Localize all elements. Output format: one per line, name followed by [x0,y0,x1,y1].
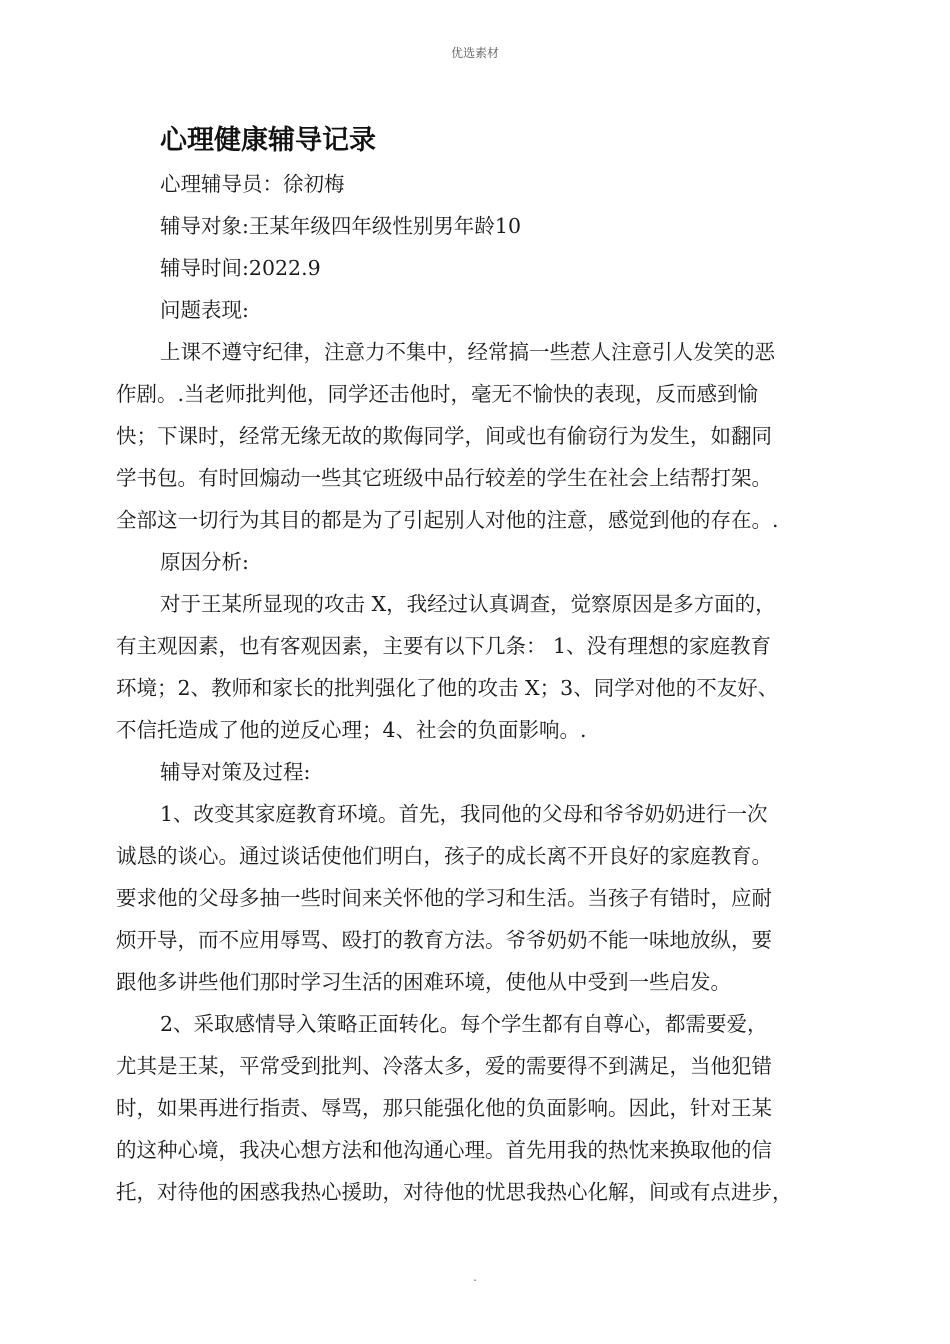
page-footer: . [473,1270,477,1284]
cause-line: 对于王某所显现的攻击 X，我经过认真调查，觉察原因是多方面的， [160,592,776,616]
problem-heading: 问题表现: [160,298,249,322]
strategy2-line: 尤其是王某，平常受到批判、冷落太多，爱的需要得不到满足，当他犯错 [116,1054,772,1078]
strategy2-line: 的这种心境，我决心想方法和他沟通心理。首先用我的热忱来换取他的信 [116,1138,772,1162]
problem-line: 快；下课时，经常无缘无故的欺侮同学，间或也有偷窃行为发生，如翻同 [116,424,772,448]
strategy1-line: 诚恳的谈心。通过谈话使他们明白，孩子的成长离不开良好的家庭教育。 [116,844,772,868]
strategy1-line: 烦开导，而不应用辱骂、殴打的教育方法。爷爷奶奶不能一味地放纵，要 [116,928,772,952]
strategy-heading: 辅导对策及过程: [160,760,311,784]
cause-line: 环境；2、教师和家长的批判强化了他的攻击 X；3、同学对他的不友好、 [116,676,779,700]
strategy1-line: 要求他的父母多抽一些时间来关怀他的学习和生活。当孩子有错时，应耐 [116,886,772,910]
strategy1-line: 跟他多讲些他们那时学习生活的困难环境，使他从中受到一些启发。 [116,970,731,994]
problem-line: 作剧。.当老师批判他，同学还击他时，毫无不愉快的表现，反而感到愉 [116,382,759,406]
strategy2-line: 时，如果再进行指责、辱骂，那只能强化他的负面影响。因此，针对王某 [116,1096,772,1120]
cause-line: 不信托造成了他的逆反心理；4、社会的负面影响。. [116,718,587,742]
subject-line: 辅导对象:王某年级四年级性别男年龄10 [160,214,521,238]
problem-line: 全部这一切行为其目的都是为了引起别人对他的注意，感觉到他的存在。. [116,508,779,532]
strategy2-line: 托，对待他的困惑我热心援助，对待他的忧思我热心化解，间或有点进步， [116,1180,793,1204]
problem-line: 上课不遵守纪律，注意力不集中，经常搞一些惹人注意引人发笑的恶 [160,340,775,364]
problem-line: 学书包。有时回煽动一些其它班级中品行较差的学生在社会上结帮打架。 [116,466,772,490]
page-title: 心理健康辅导记录 [160,125,376,156]
cause-line: 有主观因素，也有客观因素，主要有以下几条： 1、没有理想的家庭教育 [116,634,772,658]
strategy1-line: 1、改变其家庭教育环境。首先，我同他的父母和爷爷奶奶进行一次 [160,802,768,826]
time-line: 辅导时间:2022.9 [160,256,321,280]
strategy2-line: 2、采取感情导入策略正面转化。每个学生都有自尊心，都需要爱， [160,1012,768,1036]
counselor-line: 心理辅导员：徐初梅 [160,172,345,196]
page-header: 优选素材 [450,46,499,60]
cause-heading: 原因分析: [160,550,249,574]
